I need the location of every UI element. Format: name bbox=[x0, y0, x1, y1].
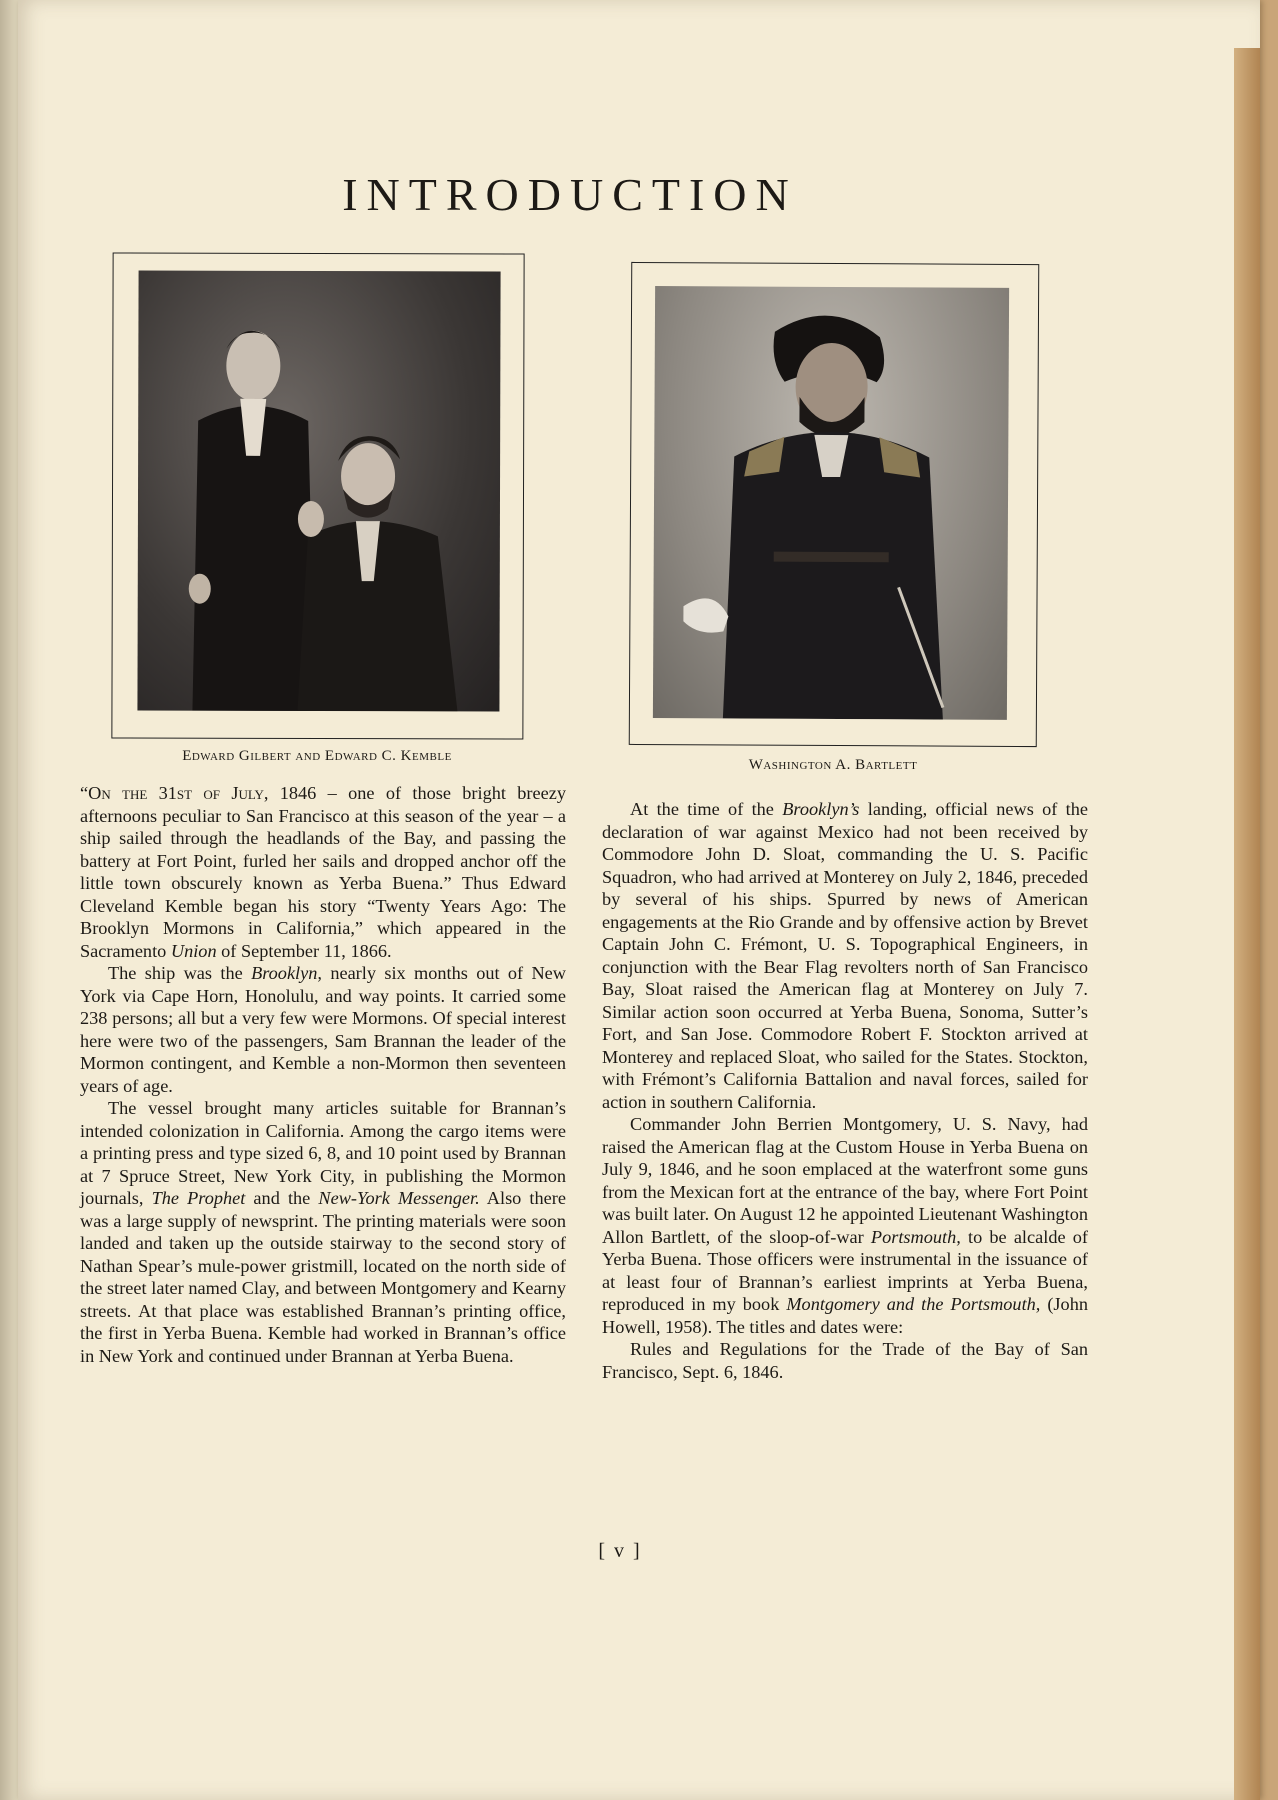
text-run: to be alcalde of Yerba Buena. Those officers were instrumental in the issuance of at least four of Brannan’s earliest imprints at Yerba Buena, reproduced in my book bbox=[602, 1226, 1088, 1314]
paragraph bbox=[602, 1113, 1088, 1338]
caption-left: Edward Gilbert and Edward C. Kemble bbox=[182, 748, 452, 764]
portrait-engraving-bartlett bbox=[653, 286, 1009, 720]
page-title: INTRODUCTION bbox=[342, 169, 798, 220]
text-run: nearly six months out of New York via Cape Horn, Honolulu, and way points. It carried some 238 persons; all but a very few were Mormons. Of special interest here were two of the passengers, Sam Brannan the leader of the Mormon contingent, and Kemble a non-Mormon then seventeen years of age. bbox=[80, 963, 567, 1096]
text-run: (John Howell, 1958). The titles and dates were: bbox=[602, 1294, 1088, 1337]
text-run: and the bbox=[245, 1188, 319, 1208]
text-run: of September 11, 1866. bbox=[216, 940, 392, 961]
text-run: Also there was a large supply of newsprint. The printing materials were soon landed and taken up the outside stairway to the second story of Nathan Spear’s mule-power gristmill, located on the north side of the street later named Clay, and between Montgomery and Kearny streets. At that place was established Brannan’s printing office, the first in Yerba Buena. Kemble had worked in Brannan’s office in New York and continued under Brannan at Yerba Buena. bbox=[80, 1188, 566, 1366]
text-run: Commander John Berrien Montgomery, U. S. Navy, had raised the American flag at the Custom House in Yerba Buena on July 9, 1846, and he soon emplaced at the waterfront some guns from the Mexican fort at the entrance of the bay, where Fort Point was built later. On August 12 he appointed Lieutenant Washington Allon Bartlett, of the sloop-of-war bbox=[602, 1114, 1088, 1247]
caption-right: Washington A. Bartlett bbox=[748, 757, 918, 773]
photo-frame-right bbox=[629, 262, 1040, 747]
italic-run: Portsmouth, bbox=[870, 1226, 961, 1247]
text-run: 1846 – one of those bright breezy afternoons peculiar to San Francisco at this season of the year – a ship sailed through the headlands of the Bay, and passing the battery at Fort Point, furled her sails and dropped anchor off the little town obscurely known as Yerba Buena.” Thus Edward Cleveland Kemble began his story “Twenty Years Ago: The Brooklyn Mormons in California,” which appeared in the Sacramento bbox=[80, 783, 566, 961]
italic-run: The Prophet bbox=[151, 1188, 246, 1208]
paragraph bbox=[602, 798, 1088, 1113]
text-column-right bbox=[602, 798, 1088, 1383]
italic-run: Brooklyn, bbox=[251, 963, 322, 983]
text-run: The ship was the bbox=[108, 963, 252, 983]
paragraph bbox=[602, 1338, 1088, 1383]
photo-frame-left bbox=[111, 252, 524, 739]
text-run: Rules and Regulations for the Trade of the Bay of San Francisco, Sept. 6, 1846. bbox=[602, 1339, 1088, 1382]
page-number: [ v ] bbox=[598, 1540, 642, 1562]
italic-run: Brooklyn’s bbox=[782, 799, 860, 819]
italic-run: Montgomery and the Portsmouth, bbox=[786, 1294, 1041, 1314]
text-run: At the time of the bbox=[630, 799, 783, 819]
italic-run: New-York Messenger. bbox=[318, 1188, 480, 1208]
portrait-photo-gilbert-kemble bbox=[137, 271, 500, 712]
paragraph bbox=[80, 782, 566, 962]
text-run: The vessel brought many articles suitable for Brannan’s intended colonization in California. Among the cargo items were a printing press and type sized 6, 8, and 10 point used by Brannan at 7 Spruce Street, New York City, in publishing the Mormon journals, bbox=[80, 1098, 566, 1208]
paragraph bbox=[80, 962, 566, 1097]
text-run: landing, official news of the declaration of war against Mexico had not been received by Commodore John D. Sloat, commanding the U. S. Pacific Squadron, who had arrived at Monterey on July 2, 1846, preceded by several of his ships. Spurred by news of American engagements at the Rio Grande and by offensive action by Brevet Captain John C. Frémont, U. S. Topographical Engineers, in conjunction with the Bear Flag revolters north of San Francisco Bay, Sloat raised the American flag at Monterey on July 7. Similar action soon occurred at Yerba Buena, Sonoma, Sutter’s Fort, and San Jose. Commodore Robert F. Stockton arrived at Monterey and replaced Sloat, who sailed for the States. Stockton, with Frémont’s California Battalion and naval forces, sailed for action in southern California. bbox=[602, 799, 1088, 1112]
text-column-left bbox=[80, 782, 566, 1367]
opening-smallcaps: “On the 31st of July, bbox=[80, 783, 269, 803]
paragraph bbox=[80, 1097, 566, 1367]
page-edge bbox=[1234, 48, 1260, 1800]
italic-run: Union bbox=[170, 940, 217, 961]
